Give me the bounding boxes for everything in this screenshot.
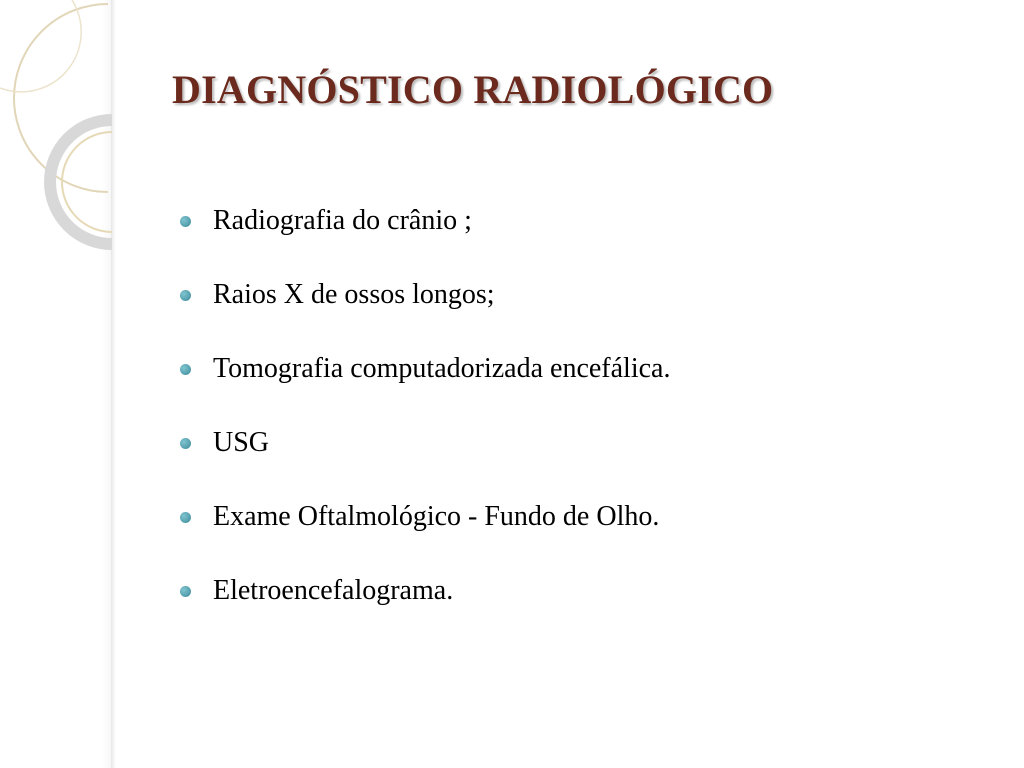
bullet-text: Tomografia computadorizada encefálica. bbox=[213, 353, 671, 384]
decorative-rings bbox=[0, 0, 130, 260]
list-item bbox=[180, 554, 670, 628]
bullet-icon bbox=[180, 216, 191, 227]
bullet-text: Raios X de ossos longos; bbox=[213, 279, 495, 310]
list-item bbox=[180, 332, 670, 406]
bullet-text: USG bbox=[213, 427, 270, 458]
bullet-icon bbox=[180, 438, 191, 449]
bullet-icon bbox=[180, 512, 191, 523]
list-item bbox=[180, 258, 670, 332]
bullet-list bbox=[180, 184, 670, 628]
list-item bbox=[180, 480, 670, 554]
ring-top-outline bbox=[0, 0, 81, 92]
list-item bbox=[180, 184, 670, 258]
bullet-icon bbox=[180, 364, 191, 375]
ring-gray-outer bbox=[50, 120, 112, 244]
bullet-text: Eletroencefalograma. bbox=[213, 575, 454, 606]
bullet-text: Exame Oftalmológico - Fundo de Olho. bbox=[213, 501, 660, 532]
bullet-icon bbox=[180, 586, 191, 597]
slide-title: DIAGNÓSTICO RADIOLÓGICO bbox=[172, 67, 774, 112]
ring-gold-inner bbox=[62, 132, 112, 232]
bullet-icon bbox=[180, 290, 191, 301]
bullet-text: Radiografia do crânio ; bbox=[213, 205, 472, 236]
ring-large-outline bbox=[14, 4, 108, 192]
list-item bbox=[180, 406, 670, 480]
